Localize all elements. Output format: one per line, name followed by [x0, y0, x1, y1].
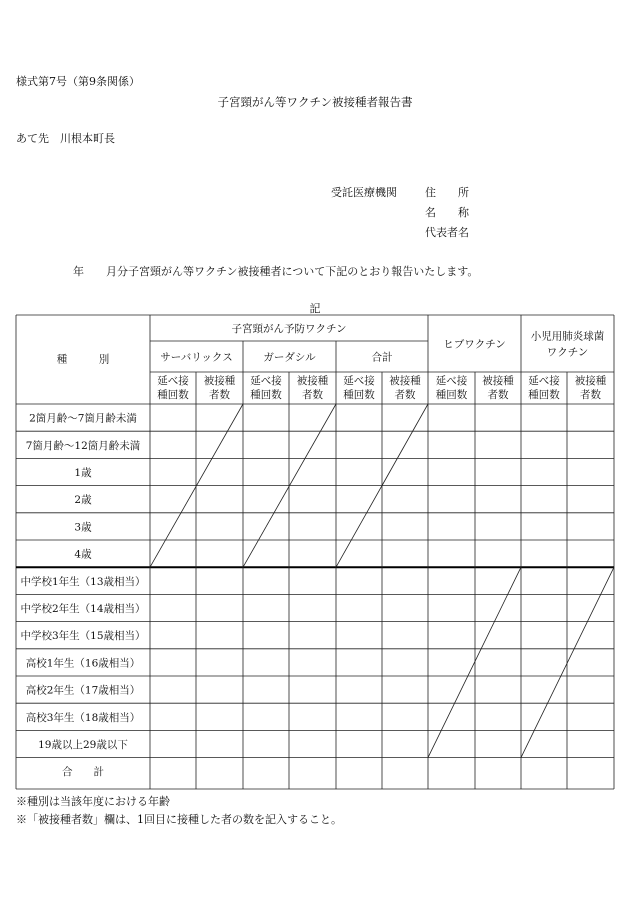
row-label: 2歳	[74, 494, 92, 507]
col-head-line2: 者数	[487, 389, 509, 401]
row-label: 高校3年生（18歳相当）	[25, 711, 141, 724]
row-label: 中学校3年生（15歳相当）	[20, 630, 146, 643]
form-number: 様式第7号（第9条関係）	[16, 75, 140, 88]
representative-label: 代表者名	[425, 226, 469, 239]
cervarix-header: サーバリックス	[160, 351, 233, 364]
report-table	[16, 315, 614, 789]
row-label: 中学校2年生（14歳相当）	[20, 603, 146, 615]
address-label: 住 所	[425, 186, 469, 199]
pneumococcal-header-line2: ワクチン	[546, 346, 589, 359]
document-title: 子宮頸がん等ワクチン被接種者報告書	[217, 95, 413, 109]
na-diagonal	[521, 567, 614, 757]
col-head-line1: 延べ接	[343, 375, 375, 387]
row-label: 高校2年生（17歳相当）	[25, 684, 141, 697]
col-head-line1: 被接種	[389, 375, 421, 387]
hib-vaccine-header: ヒブワクチン	[443, 338, 506, 351]
row-label: 1歳	[74, 467, 92, 479]
pneumococcal-header-line1: 小児用肺炎球菌	[530, 330, 605, 343]
total-label: 合 計	[62, 766, 104, 779]
col-head-line2: 種回数	[343, 389, 375, 401]
row-label: 19歳以上29歳以下	[38, 739, 128, 751]
col-head-line2: 種回数	[250, 389, 282, 401]
institution-label: 受託医療機関	[331, 186, 397, 199]
col-head-line2: 種回数	[435, 389, 468, 401]
cervical-vaccine-header: 子宮頸がん予防ワクチン	[231, 323, 347, 335]
col-head-line1: 延べ接	[250, 375, 282, 387]
ki-heading: 記	[309, 302, 321, 315]
col-head-line2: 者数	[209, 389, 230, 401]
col-head-line2: 者数	[580, 389, 601, 401]
row-label: 2箇月齢～7箇月齢未満	[29, 412, 137, 425]
report-table-grid	[16, 315, 614, 789]
col-head-line2: 種回数	[528, 389, 560, 401]
col-head-line1: 被接種	[574, 375, 607, 387]
col-head-line2: 種回数	[157, 389, 189, 401]
gardasil-header: ガーダシル	[263, 351, 316, 364]
name-label: 名 称	[425, 206, 469, 219]
col-head-line1: 延べ接	[157, 375, 189, 387]
row-label: 7箇月齢～12箇月齢未満	[25, 439, 141, 452]
row-label: 4歳	[74, 548, 92, 561]
col-head-line2: 者数	[394, 389, 416, 401]
category-header: 種 別	[56, 353, 110, 366]
col-head-line1: 被接種	[296, 375, 329, 387]
col-head-line1: 延べ接	[528, 375, 560, 387]
row-label: 高校1年生（16歳相当）	[25, 657, 141, 670]
col-head-line1: 被接種	[482, 375, 514, 387]
row-label: 中学校1年生（13歳相当）	[20, 575, 146, 588]
addressee: あて先 川根本町長	[16, 132, 115, 145]
note-age: ※種別は当該年度における年齢	[16, 795, 170, 808]
col-head-line1: 延べ接	[435, 375, 468, 387]
note-recipients: ※「被接種者数」欄は、1回目に接種した者の数を記入すること。	[16, 813, 342, 826]
col-head-line2: 者数	[302, 389, 323, 401]
intro-text: 年 月分子宮頸がん等ワクチン被接種者について下記のとおり報告いたします。	[73, 265, 479, 278]
na-diagonal	[428, 567, 521, 757]
row-label: 3歳	[74, 521, 92, 534]
col-head-line1: 被接種	[203, 375, 236, 387]
cervical-total-header: 合計	[371, 351, 393, 364]
